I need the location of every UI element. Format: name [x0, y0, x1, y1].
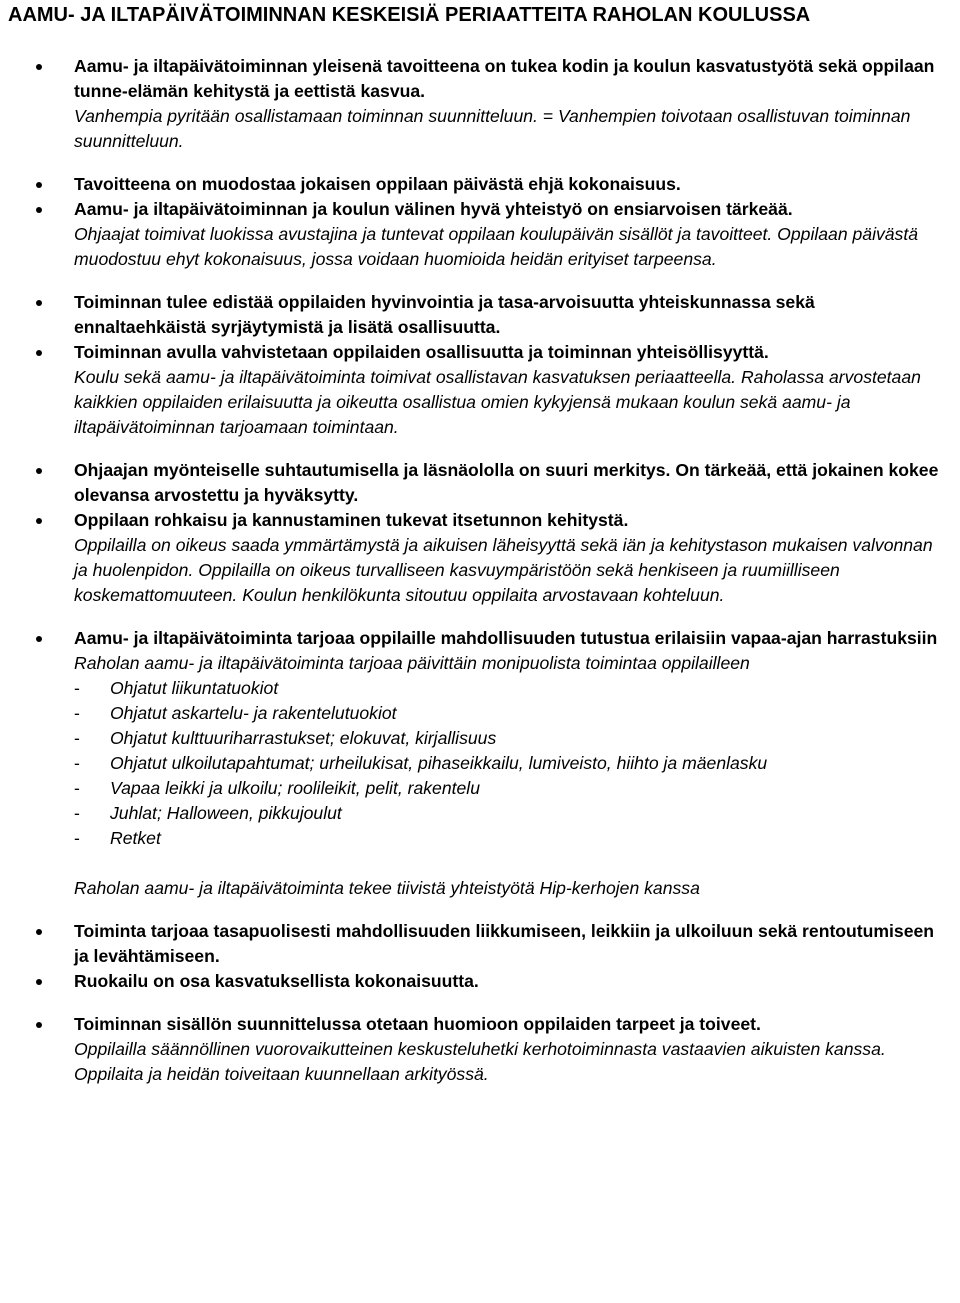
bullet-meals: Ruokailu on osa kasvatuksellista kokonaisuutta. [8, 969, 946, 994]
bullet-encouragement: Oppilaan rohkaisu ja kannustaminen tukevat itsetunnon kehitystä. [8, 508, 946, 533]
bullet-general-goal: Aamu- ja iltapäivätoiminnan yleisenä tavoitteena on tukea kodin ja koulun kasvatustyötä sekä oppilaan tunne-elämän kehitystä ja eettistä kasvua. [8, 54, 946, 104]
bullet-planning: Toiminnan sisällön suunnittelussa otetaan huomioon oppilaiden tarpeet ja toiveet. [8, 1012, 946, 1037]
list-item: - Ohjatut kulttuuriharrastukset; elokuvat, kirjallisuus [74, 728, 497, 748]
bullet-participation: Toiminnan avulla vahvistetaan oppilaiden osallisuutta ja toiminnan yhteisöllisyyttä. [8, 340, 946, 365]
activity-list [8, 676, 946, 851]
bullet-hobbies: Aamu- ja iltapäivätoiminta tarjoaa oppilaille mahdollisuuden tutustua erilaisiin vapaa-ajan harrastuksiin [8, 626, 946, 651]
bullet-cooperation: Aamu- ja iltapäivätoiminnan ja koulun välinen hyvä yhteistyö on ensiarvoisen tärkeää. [8, 197, 946, 222]
page-title: AAMU- JA ILTAPÄIVÄTOIMINNAN KESKEISIÄ PERIAATTEITA RAHOLAN KOULUSSA [8, 4, 811, 26]
paragraph-daily-activities: Raholan aamu- ja iltapäivätoiminta tarjoaa päivittäin monipuolista toimintaa oppilailleen [74, 653, 750, 673]
bullet-wellbeing: Toiminnan tulee edistää oppilaiden hyvinvointia ja tasa-arvoisuutta yhteiskunnassa sekä ennaltaehkäistä syrjäytymistä ja lisätä osallisuutta. [8, 290, 946, 340]
list-item: - Vapaa leikki ja ulkoilu; roolileikit, pelit, rakentelu [74, 778, 480, 798]
bullet-movement: Toiminta tarjoaa tasapuolisesti mahdollisuuden liikkumiseen, leikkiin ja ulkoiluun sekä rentoutumiseen ja levähtämiseen. [8, 919, 946, 969]
paragraph-instructors: Ohjaajat toimivat luokissa avustajina ja tuntevat oppilaan koulupäivän sisällöt ja tavoitteet. Oppilaan päivästä muodostuu ehyt kokonaisuus, jossa voidaan huomioida heidän erityiset tarpeensa. [74, 224, 919, 269]
bullet-instructor-attitude: Ohjaajan myönteiselle suhtautumisella ja läsnäololla on suuri merkitys. On tärkeää, että jokainen kokee olevansa arvostettu ja hyväksytty. [8, 458, 946, 508]
list-item: - Ohjatut ulkoilutapahtumat; urheilukisat, pihaseikkailu, lumiveisto, hiihto ja mäenlasku [74, 753, 768, 773]
paragraph-inclusive: Koulu sekä aamu- ja iltapäivätoiminta toimivat osallistavan kasvatuksen periaatteella. Raholassa arvostetaan kaikkien oppilaiden erilaisuutta ja oikeutta osallistua omien kykyjensä mukaan koulun sekä aamu- ja iltapäivätoiminnan tarjoamaan toimintaan. [74, 367, 921, 437]
list-item: - Ohjatut askartelu- ja rakentelutuokiot [74, 703, 397, 723]
paragraph-rights: Oppilailla on oikeus saada ymmärtämystä ja aikuisen läheisyyttä sekä iän ja kehitystason mukaisen valvonnan ja huolenpidon. Oppilailla on oikeus turvalliseen kasvuympäristöön sekä henkiseen ja ruumiilliseen koskemattomuuteen. Koulun henkilökunta sitoutuu oppilaita arvostavaan kohteluun. [74, 535, 933, 605]
bullet-whole-day: Tavoitteena on muodostaa jokaisen oppilaan päivästä ehjä kokonaisuus. [8, 172, 946, 197]
list-item: - Ohjatut liikuntatuokiot [74, 678, 279, 698]
list-item: - Juhlat; Halloween, pikkujoulut [74, 803, 342, 823]
paragraph-hip-clubs: Raholan aamu- ja iltapäivätoiminta tekee tiivistä yhteistyötä Hip-kerhojen kanssa [74, 878, 700, 898]
paragraph-discussion: Oppilailla säännöllinen vuorovaikutteinen keskusteluhetki kerhotoiminnasta vastaavien aikuisten kanssa. Oppilaita ja heidän toiveitaan kuunnellaan arkityössä. [74, 1039, 886, 1084]
paragraph-parents: Vanhempia pyritään osallistamaan toiminnan suunnitteluun. = Vanhempien toivotaan osallistuvan toiminnan suunnitteluun. [74, 106, 911, 151]
list-item: - Retket [74, 828, 161, 848]
